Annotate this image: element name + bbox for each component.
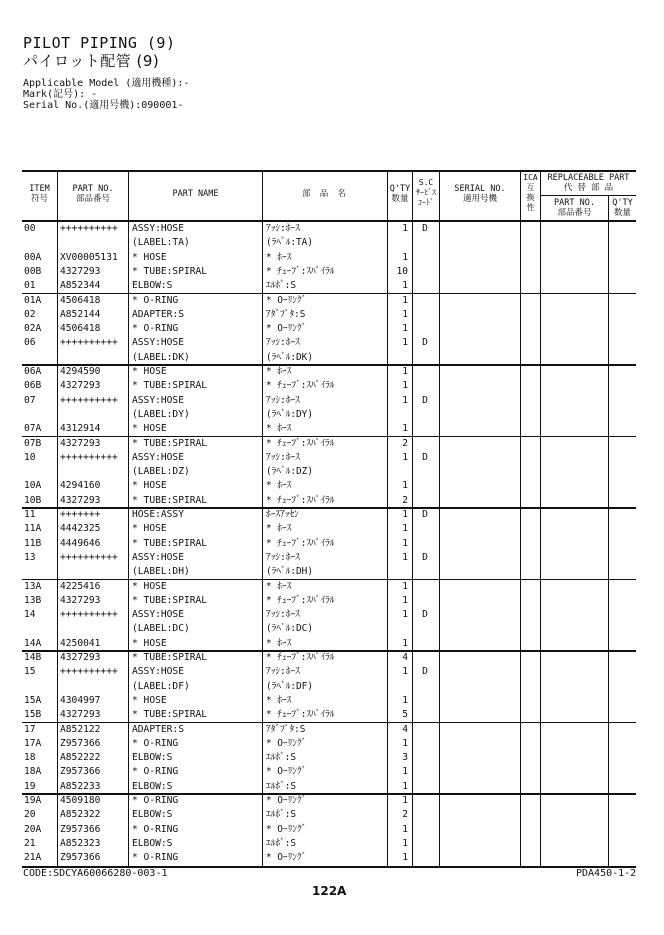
row-part-name: ADAPTER:S (132, 308, 184, 320)
row-part-no: 4327293 (60, 494, 101, 506)
row-part-name: * HOSE (132, 366, 167, 377)
row-item: 11A (24, 523, 42, 535)
row-item: 21A (24, 852, 42, 864)
table-row (22, 694, 636, 708)
row-part-name: ELBOW:S (132, 809, 173, 821)
row-part-name: (LABEL:TA) (132, 237, 190, 249)
group-divider (22, 293, 636, 295)
row-part-name: * O-RING (132, 766, 179, 778)
row-part-no: ++++++++++ (60, 337, 118, 349)
row-part-name-jp: ｱｯｼ:ﾎｰｽ (266, 394, 300, 406)
header-service-code: S.C ｻｰﾋﾞｽ ｺｰﾄﾞ (416, 178, 436, 207)
row-item: 20 (24, 809, 36, 821)
row-part-name-jp: (ﾗﾍﾞﾙ:DF) (266, 680, 313, 692)
table-row (22, 594, 636, 608)
row-item: 02A (24, 323, 42, 335)
row-part-name: HOSE:ASSY (132, 509, 184, 520)
row-item: 13A (24, 580, 42, 592)
table-row (22, 437, 636, 451)
row-part-name: ASSY:HOSE (132, 451, 184, 463)
row-qty: 1 (402, 394, 408, 406)
row-part-name: ASSY:HOSE (132, 609, 184, 621)
row-part-name-jp: * ﾁｭｰﾌﾞ:ｽﾊﾟｲﾗﾙ (266, 437, 335, 449)
group-divider (22, 364, 636, 366)
row-part-name-jp: ﾎｰｽｱｯｾﾝ (266, 509, 299, 520)
row-qty: 1 (402, 537, 408, 549)
row-part-no: 4294590 (60, 366, 101, 377)
row-part-no: ++++++++++ (60, 451, 118, 463)
table-row (22, 851, 636, 865)
row-service-code: D (422, 451, 428, 463)
row-part-name: * HOSE (132, 423, 167, 435)
row-part-name: (LABEL:DF) (132, 680, 190, 692)
row-part-name: * TUBE:SPIRAL (132, 437, 208, 449)
row-part-name: (LABEL:DY) (132, 408, 190, 420)
row-service-code: D (422, 551, 428, 563)
row-item: 15B (24, 709, 42, 721)
header-part-name: PART NAME (172, 189, 219, 199)
row-qty: 1 (402, 280, 408, 292)
row-part-no: Z957366 (60, 766, 101, 778)
row-qty: 2 (402, 809, 408, 821)
row-part-no: 4250041 (60, 637, 101, 649)
row-part-name: * HOSE (132, 637, 167, 649)
row-part-no: Z957366 (60, 852, 101, 864)
table-row (22, 794, 636, 808)
row-qty: 1 (402, 366, 408, 377)
row-part-name: * HOSE (132, 694, 167, 706)
row-part-name-jp: (ﾗﾍﾞﾙ:DH) (266, 566, 313, 578)
row-part-no: A852222 (60, 752, 101, 764)
table-row (22, 251, 636, 265)
row-item: 10B (24, 494, 42, 506)
row-qty: 1 (402, 480, 408, 492)
row-part-name-jp: * ﾁｭｰﾌﾞ:ｽﾊﾟｲﾗﾙ (266, 652, 335, 663)
table-row (22, 422, 636, 436)
table-row (22, 265, 636, 279)
row-qty: 1 (402, 594, 408, 606)
row-qty: 1 (402, 509, 408, 520)
group-divider (22, 436, 636, 438)
header-part-name-jp: 部 品 名 (302, 189, 348, 199)
row-service-code: D (422, 509, 428, 520)
group-divider (22, 650, 636, 652)
table-row (22, 723, 636, 737)
row-part-no: ++++++++++ (60, 551, 118, 563)
row-part-name-jp: * ﾎｰｽ (266, 366, 292, 377)
table-row (22, 451, 636, 465)
row-item: 06B (24, 380, 42, 392)
row-part-name-jp: * ﾁｭｰﾌﾞ:ｽﾊﾟｲﾗﾙ (266, 537, 335, 549)
table-row (22, 737, 636, 751)
header-qty: Q'TY 数量 (389, 184, 411, 204)
row-qty: 1 (402, 766, 408, 778)
row-item: 00A (24, 251, 42, 263)
applicable-model: Applicable Model (適用機種):- (23, 78, 190, 89)
row-part-no: Z957366 (60, 737, 101, 749)
row-qty: 1 (402, 551, 408, 563)
row-item: 17 (24, 723, 36, 735)
row-item: 13B (24, 594, 42, 606)
row-part-no: 4327293 (60, 709, 101, 721)
row-item: 06A (24, 366, 42, 377)
row-item: 11B (24, 537, 42, 549)
row-part-no: A852323 (60, 837, 101, 849)
row-part-name: ASSY:HOSE (132, 666, 184, 678)
row-part-no: 4225416 (60, 580, 101, 592)
table-row (22, 322, 636, 336)
row-part-no: 4327293 (60, 652, 101, 663)
row-qty: 1 (402, 823, 408, 835)
row-part-name-jp: ｴﾙﾎﾞ:S (266, 837, 297, 849)
group-divider (22, 579, 636, 581)
row-item: 15 (24, 666, 36, 678)
row-item: 00 (24, 223, 36, 234)
row-service-code: D (422, 223, 428, 234)
row-part-name-jp: * Oｰﾘﾝｸﾞ (266, 737, 307, 749)
row-part-name-jp: * Oｰﾘﾝｸﾞ (266, 795, 307, 806)
row-item: 10A (24, 480, 42, 492)
row-part-no: A852144 (60, 308, 101, 320)
row-part-name-jp: * ﾎｰｽ (266, 580, 292, 592)
row-part-no: 4327293 (60, 437, 101, 449)
row-part-name-jp: ｱｯｼ:ﾎｰｽ (266, 223, 300, 234)
row-part-name-jp: ｱｯｼ:ﾎｰｽ (266, 551, 300, 563)
row-part-no: A852122 (60, 723, 101, 735)
row-qty: 1 (402, 294, 408, 306)
row-part-no: 4327293 (60, 380, 101, 392)
table-row (22, 665, 636, 679)
table-row (22, 765, 636, 779)
row-item: 14 (24, 609, 36, 621)
row-item: 14A (24, 637, 42, 649)
page-title: PILOT PIPING (9) (23, 34, 176, 52)
row-part-name: (LABEL:DZ) (132, 466, 190, 478)
table-row (22, 494, 636, 508)
row-qty: 1 (402, 337, 408, 349)
row-part-name-jp: * Oｰﾘﾝｸﾞ (266, 294, 307, 306)
row-part-name: * TUBE:SPIRAL (132, 380, 208, 392)
row-part-name-jp: (ﾗﾍﾞﾙ:TA) (266, 237, 313, 249)
row-part-name: ADAPTER:S (132, 723, 184, 735)
group-divider (22, 507, 636, 509)
table-row (22, 680, 636, 694)
table-row (22, 780, 636, 794)
row-part-no: 4312914 (60, 423, 101, 435)
row-part-name-jp: * ﾁｭｰﾌﾞ:ｽﾊﾟｲﾗﾙ (266, 709, 335, 721)
row-service-code: D (422, 394, 428, 406)
row-qty: 4 (402, 723, 408, 735)
row-part-name-jp: ｴﾙﾎﾞ:S (266, 780, 297, 792)
row-part-name: * O-RING (132, 795, 179, 806)
row-part-name-jp: ｴﾙﾎﾞ:S (266, 280, 297, 292)
row-item: 01 (24, 280, 36, 292)
row-part-no: 4294160 (60, 480, 101, 492)
row-item: 01A (24, 294, 42, 306)
row-part-name-jp: * ﾎｰｽ (266, 694, 292, 706)
row-part-name-jp: (ﾗﾍﾞﾙ:DZ) (266, 466, 313, 478)
table-row (22, 808, 636, 822)
row-qty: 1 (402, 380, 408, 392)
row-part-no: 4509180 (60, 795, 101, 806)
row-part-name-jp: ｱﾀﾞﾌﾟﾀ:S (266, 308, 306, 320)
table-row (22, 351, 636, 365)
table-row (22, 708, 636, 722)
row-qty: 2 (402, 437, 408, 449)
row-qty: 5 (402, 709, 408, 721)
row-qty: 1 (402, 523, 408, 535)
row-part-name: * TUBE:SPIRAL (132, 594, 208, 606)
row-part-name: (LABEL:DH) (132, 566, 190, 578)
row-part-name-jp: * ﾁｭｰﾌﾞ:ｽﾊﾟｲﾗﾙ (266, 380, 335, 392)
row-qty: 1 (402, 223, 408, 234)
row-part-no: A852233 (60, 780, 101, 792)
row-part-no: 4304997 (60, 694, 101, 706)
row-part-no: 4506418 (60, 294, 101, 306)
mark: Mark(記号): - (23, 89, 98, 100)
table-row (22, 394, 636, 408)
row-part-name-jp: (ﾗﾍﾞﾙ:DY) (266, 408, 313, 420)
row-qty: 1 (402, 609, 408, 621)
row-item: 19A (24, 795, 42, 806)
table-row (22, 608, 636, 622)
row-qty: 1 (402, 637, 408, 649)
row-qty: 1 (402, 323, 408, 335)
row-part-name: * HOSE (132, 480, 167, 492)
table-row (22, 279, 636, 293)
row-part-name-jp: * ﾎｰｽ (266, 423, 292, 435)
row-part-name: (LABEL:DC) (132, 623, 190, 635)
header-serial: SERIAL NO. 適用号機 (454, 184, 506, 204)
row-part-name-jp: ｴﾙﾎﾞ:S (266, 752, 297, 764)
row-part-name-jp: ｱｯｼ:ﾎｰｽ (266, 337, 300, 349)
row-qty: 1 (402, 423, 408, 435)
page-number: 122A (312, 884, 347, 898)
table-row (22, 622, 636, 636)
row-part-name: * TUBE:SPIRAL (132, 265, 208, 277)
table-top-border (22, 170, 636, 172)
row-qty: 2 (402, 494, 408, 506)
row-item: 06 (24, 337, 36, 349)
table-row (22, 551, 636, 565)
page-title-jp: パイロット配管 (9) (23, 52, 160, 70)
row-part-name: ASSY:HOSE (132, 551, 184, 563)
header-part-no: PART NO. 部品番号 (72, 184, 114, 204)
row-service-code: D (422, 666, 428, 678)
group-divider (22, 793, 636, 795)
row-part-name: ELBOW:S (132, 780, 173, 792)
row-qty: 4 (402, 652, 408, 663)
table-row (22, 379, 636, 393)
row-service-code: D (422, 337, 428, 349)
row-item: 20A (24, 823, 42, 835)
row-part-name: * TUBE:SPIRAL (132, 709, 208, 721)
row-part-name: ASSY:HOSE (132, 223, 184, 234)
row-part-name-jp: * ﾁｭｰﾌﾞ:ｽﾊﾟｲﾗﾙ (266, 594, 335, 606)
row-part-no: +++++++ (60, 509, 101, 520)
row-qty: 1 (402, 852, 408, 864)
table-row (22, 222, 636, 236)
row-part-name-jp: (ﾗﾍﾞﾙ:DK) (266, 351, 313, 363)
row-part-name: * HOSE (132, 523, 167, 535)
header-replaceable-part: REPLACEABLE PART 代 替 部 品 (547, 173, 630, 193)
table-row (22, 479, 636, 493)
row-qty: 1 (402, 737, 408, 749)
row-item: 17A (24, 737, 42, 749)
table-row (22, 508, 636, 522)
table-row (22, 365, 636, 379)
row-qty: 3 (402, 752, 408, 764)
table-row (22, 294, 636, 308)
row-part-name: * TUBE:SPIRAL (132, 537, 208, 549)
row-part-no: A852344 (60, 280, 101, 292)
table-row (22, 565, 636, 579)
row-item: 10 (24, 451, 36, 463)
repl-sub-divider (540, 195, 636, 196)
table-row (22, 308, 636, 322)
row-item: 02 (24, 308, 36, 320)
row-qty: 1 (402, 694, 408, 706)
row-part-name-jp: * ﾎｰｽ (266, 480, 292, 492)
row-part-no: ++++++++++ (60, 223, 118, 234)
row-item: 07 (24, 394, 36, 406)
group-divider (22, 722, 636, 724)
row-part-no: ++++++++++ (60, 609, 118, 621)
header-interchangeability: ICA 互 換 性 (523, 173, 538, 212)
row-qty: 10 (396, 265, 408, 277)
table-row (22, 823, 636, 837)
parts-table (22, 170, 636, 868)
row-part-no: ++++++++++ (60, 666, 118, 678)
row-item: 00B (24, 265, 42, 277)
row-item: 19 (24, 780, 36, 792)
table-row (22, 837, 636, 851)
row-part-name: ELBOW:S (132, 837, 173, 849)
row-qty: 1 (402, 251, 408, 263)
row-part-name: (LABEL:DK) (132, 351, 190, 363)
table-row (22, 236, 636, 250)
table-row (22, 751, 636, 765)
header-item: ITEM 符号 (29, 184, 50, 204)
row-item: 15A (24, 694, 42, 706)
row-item: 18A (24, 766, 42, 778)
table-row (22, 465, 636, 479)
row-part-name: ELBOW:S (132, 280, 173, 292)
row-part-name: ASSY:HOSE (132, 337, 184, 349)
table-row (22, 522, 636, 536)
row-part-name-jp: ｱﾀﾞﾌﾟﾀ:S (266, 723, 306, 735)
row-part-no: A852322 (60, 809, 101, 821)
row-part-name-jp: * ﾁｭｰﾌﾞ:ｽﾊﾟｲﾗﾙ (266, 494, 335, 506)
row-item: 11 (24, 509, 36, 520)
row-part-name-jp: * Oｰﾘﾝｸﾞ (266, 323, 307, 335)
row-item: 14B (24, 652, 42, 663)
row-part-no: 4327293 (60, 265, 101, 277)
row-part-name: * O-RING (132, 737, 179, 749)
table-row (22, 637, 636, 651)
row-part-name-jp: ｱｯｼ:ﾎｰｽ (266, 666, 300, 678)
row-part-name-jp: (ﾗﾍﾞﾙ:DC) (266, 623, 313, 635)
row-part-no: Z957366 (60, 823, 101, 835)
row-item: 07B (24, 437, 42, 449)
row-part-name: * O-RING (132, 823, 179, 835)
row-item: 07A (24, 423, 42, 435)
row-qty: 1 (402, 795, 408, 806)
serial-number: Serial No.(適用号機):090001- (23, 100, 184, 111)
table-row (22, 336, 636, 350)
row-part-name-jp: ｱｯｼ:ﾎｰｽ (266, 609, 300, 621)
row-item: 13 (24, 551, 36, 563)
row-qty: 1 (402, 666, 408, 678)
table-row (22, 408, 636, 422)
header-repl-qty: Q'TY 数量 (612, 198, 633, 218)
row-part-name: * HOSE (132, 251, 167, 263)
row-service-code: D (422, 609, 428, 621)
row-item: 18 (24, 752, 36, 764)
row-part-no: 4442325 (60, 523, 101, 535)
row-part-name-jp: * ﾎｰｽ (266, 637, 292, 649)
row-qty: 1 (402, 580, 408, 592)
row-qty: 1 (402, 780, 408, 792)
row-part-name: ASSY:HOSE (132, 394, 184, 406)
row-part-name-jp: * ﾎｰｽ (266, 523, 292, 535)
row-qty: 1 (402, 308, 408, 320)
pda-code: PDA450-1-2 (576, 868, 637, 879)
row-part-name-jp: * Oｰﾘﾝｸﾞ (266, 823, 307, 835)
document-code: CODE:SDCYA60066280-003-1 (23, 868, 168, 879)
row-part-name: * TUBE:SPIRAL (132, 494, 208, 506)
header-repl-part-no: PART NO. 部品番号 (554, 198, 595, 218)
table-row (22, 651, 636, 665)
row-part-name: * O-RING (132, 852, 179, 864)
table-row (22, 580, 636, 594)
row-part-no: 4449646 (60, 537, 101, 549)
row-part-name-jp: * Oｰﾘﾝｸﾞ (266, 852, 307, 864)
row-qty: 1 (402, 837, 408, 849)
row-part-name-jp: ｴﾙﾎﾞ:S (266, 809, 297, 821)
row-part-name: ELBOW:S (132, 752, 173, 764)
row-part-name-jp: * ﾁｭｰﾌﾞ:ｽﾊﾟｲﾗﾙ (266, 265, 335, 277)
row-part-no: 4327293 (60, 594, 101, 606)
row-part-name-jp: * Oｰﾘﾝｸﾞ (266, 766, 307, 778)
row-qty: 1 (402, 451, 408, 463)
table-row (22, 537, 636, 551)
row-part-name: * O-RING (132, 294, 179, 306)
row-part-name: * TUBE:SPIRAL (132, 652, 208, 663)
row-part-no: ++++++++++ (60, 394, 118, 406)
row-part-name: * O-RING (132, 323, 179, 335)
row-part-name: * HOSE (132, 580, 167, 592)
row-part-no: XV00005131 (60, 251, 118, 263)
row-part-name-jp: ｱｯｼ:ﾎｰｽ (266, 451, 300, 463)
row-part-no: 4506418 (60, 323, 101, 335)
row-item: 21 (24, 837, 36, 849)
row-part-name-jp: * ﾎｰｽ (266, 251, 292, 263)
